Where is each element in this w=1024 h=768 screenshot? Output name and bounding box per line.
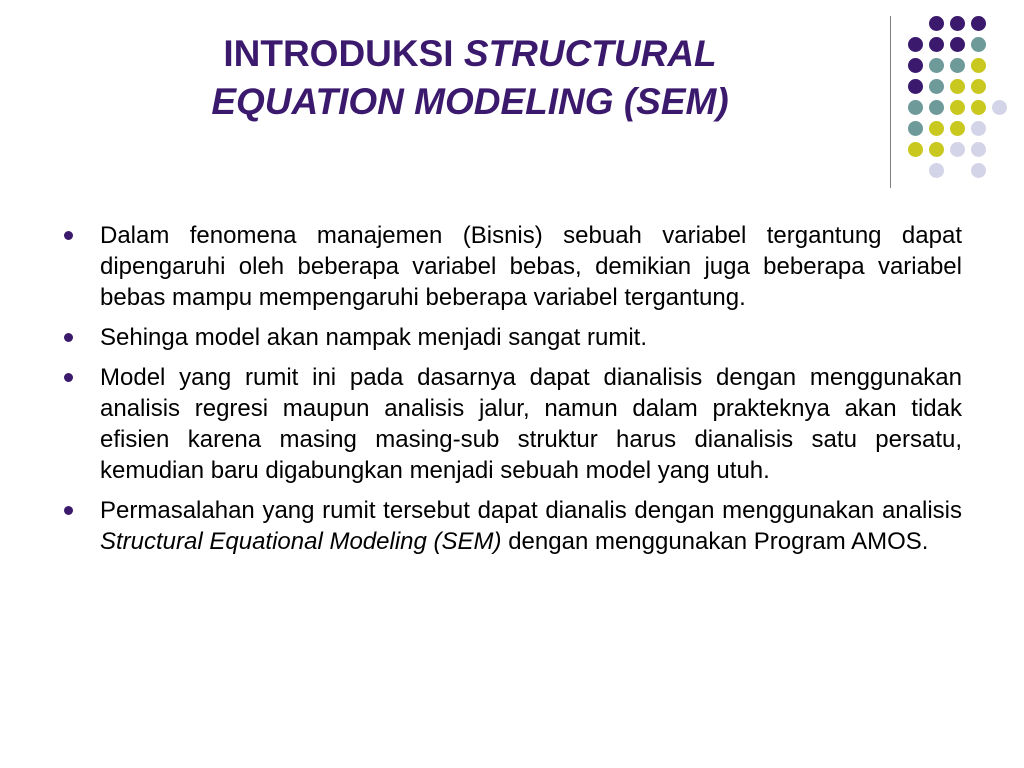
decorative-dot (971, 142, 986, 157)
decorative-dot (971, 79, 986, 94)
bullet-icon (64, 373, 73, 382)
decorative-dot (929, 37, 944, 52)
title-line-2: EQUATION MODELING (SEM) (211, 81, 729, 122)
bullet-list (62, 220, 962, 566)
bullet-icon (64, 506, 73, 515)
decorative-dot (929, 121, 944, 136)
decorative-dot (950, 58, 965, 73)
slide-title (120, 30, 820, 126)
vertical-divider (890, 16, 891, 188)
decorative-dot (908, 100, 923, 115)
decorative-dot (908, 58, 923, 73)
decorative-dot (929, 16, 944, 31)
title-italic-text: STRUCTURAL (463, 33, 717, 74)
decorative-dot (971, 37, 986, 52)
bullet-text: Dalam fenomena manajemen (Bisnis) sebuah variabel tergantung dapat dipengaruhi oleh beberapa variabel bebas, demikian juga beberapa variabel bebas mampu mempengaruhi beberapa variabel tergantung. (100, 222, 962, 311)
bullet-text: Sehinga model akan nampak menjadi sangat rumit. (100, 324, 647, 351)
decorative-dot-grid (900, 12, 1010, 172)
bullet-text: Model yang rumit ini pada dasarnya dapat dianalisis dengan menggunakan analisis regresi maupun analisis jalur, namun dalam prakteknya akan tidak efisien karena masing masing-sub struktur harus dianalisis satu persatu, kemudian baru digabungkan menjadi sebuah model yang utuh. (100, 364, 962, 484)
bullet-text-after: dengan menggunakan Program AMOS. (501, 528, 929, 555)
decorative-dot (908, 121, 923, 136)
decorative-dot (929, 100, 944, 115)
title-line-1 (120, 30, 820, 78)
decorative-dot (971, 58, 986, 73)
decorative-dot (950, 16, 965, 31)
decorative-dot (929, 163, 944, 178)
decorative-dot (971, 121, 986, 136)
decorative-dot (908, 79, 923, 94)
decorative-dot (929, 58, 944, 73)
decorative-dot (950, 100, 965, 115)
decorative-dot (908, 142, 923, 157)
decorative-dot (992, 100, 1007, 115)
decorative-dot (971, 16, 986, 31)
bullet-icon (64, 231, 73, 240)
bullet-icon (64, 333, 73, 342)
bullet-item (62, 322, 962, 353)
decorative-dot (929, 79, 944, 94)
decorative-dot (950, 142, 965, 157)
decorative-dot (908, 37, 923, 52)
bullet-item (62, 495, 962, 557)
bullet-item (62, 220, 962, 313)
bullet-text-before: Permasalahan yang rumit tersebut dapat dianalis dengan menggunakan analisis (100, 497, 962, 524)
decorative-dot (950, 79, 965, 94)
title-plain-text: INTRODUKSI (223, 33, 464, 74)
decorative-dot (929, 142, 944, 157)
decorative-dot (971, 100, 986, 115)
bullet-item (62, 362, 962, 486)
decorative-dot (950, 37, 965, 52)
bullet-text-italic: Structural Equational Modeling (SEM) (100, 528, 502, 555)
decorative-dot (950, 121, 965, 136)
decorative-dot (971, 163, 986, 178)
